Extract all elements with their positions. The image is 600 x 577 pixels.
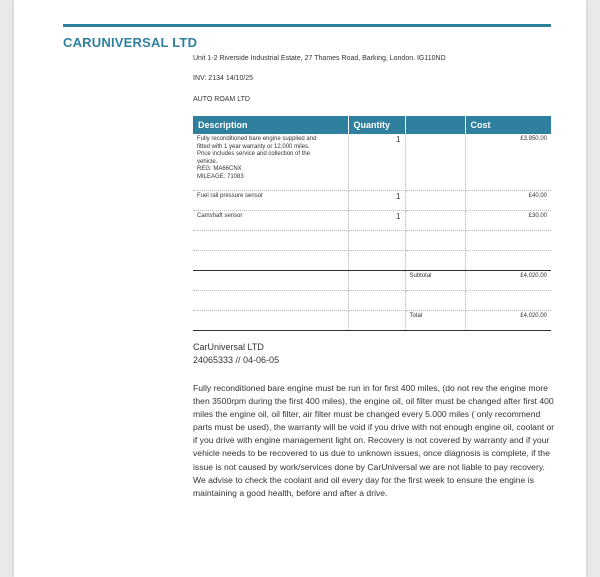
item-description: [193, 211, 348, 231]
advice-paragraph: We advise to check the coolant and oil every day for the first week to ensure the engine is maintaining a good health, before and after a drive.: [193, 474, 534, 498]
total-label: Total: [405, 311, 465, 331]
header-rule: [63, 24, 551, 27]
item-blank: [405, 191, 465, 211]
invoice-page: [14, 0, 586, 577]
header-blank: [405, 116, 465, 134]
terms-notes: [193, 382, 559, 500]
header-cost: Cost: [465, 116, 551, 134]
item-quantity: 1: [348, 211, 405, 231]
item-description: [193, 191, 348, 211]
subtotal-row: [193, 271, 551, 291]
item-cost: £40.00: [465, 191, 551, 211]
desc-line: Fuel rail pressure sensor: [197, 193, 264, 199]
empty-row: [193, 231, 551, 251]
table-row: [193, 211, 551, 231]
invoice-table: [193, 116, 551, 331]
customer-name: AUTO ROAM LTD: [193, 96, 250, 103]
item-blank: [405, 211, 465, 231]
header-quantity: Quantity: [348, 116, 405, 134]
desc-line: REG: MA66CNX: [197, 166, 242, 172]
subtotal-value: £4,020.00: [465, 271, 551, 291]
footer-registration: 24065333 // 04-06-05: [193, 355, 280, 365]
desc-line: vehicle.: [197, 158, 218, 165]
company-name: CARUNIVERSAL LTD: [63, 35, 198, 50]
total-row: [193, 311, 551, 331]
subtotal-label: Subtotal: [405, 271, 465, 291]
desc-line: fitted with 1 year warranty or 12,000 miles.: [197, 143, 310, 150]
item-cost: £30.00: [465, 211, 551, 231]
footer-company: CarUniversal LTD: [193, 342, 264, 352]
company-address: Unit 1-2 Riverside Industrial Estate, 27 Thames Road, Barking, London. IG110ND: [193, 55, 446, 62]
item-blank: [405, 134, 465, 191]
item-cost: £3,950.00: [465, 134, 551, 191]
invoice-ref: INV: 2134 14/10/25: [193, 75, 254, 82]
empty-row: [193, 251, 551, 271]
table-row: [193, 191, 551, 211]
desc-line: MILEAGE: 71083: [197, 173, 244, 180]
item-quantity: 1: [348, 134, 405, 191]
header-description: Description: [193, 116, 348, 134]
desc-line: Camshaft sensor: [197, 213, 243, 219]
terms-paragraph: Fully reconditioned bare engine must be run in for first 400 miles, (do not rev the engine more then 3500rpm during the first 400 miles), the engine oil, oil filter must be changed after first 400 miles the engine oil, oil filter, air filter must be changed every 5.000 miles ( only recommend parts must be used), the warranty will be void if you drive with not enough engine oil, coolant or if you drive with engine management light on. Recovery is not covered by warranty and if your vehicle needs to be recovered to us due to unknown issues, once diagnosis is complete, if the issue is not caused by work/services done by CarUniversal we are not liable to pay recovery.: [193, 383, 555, 472]
item-quantity: 1: [348, 191, 405, 211]
total-value: £4,020.00: [465, 311, 551, 331]
table-row: [193, 134, 551, 191]
table-header-row: [193, 116, 551, 134]
desc-line: Price includes service and collection of the: [197, 151, 311, 157]
empty-row: [193, 291, 551, 311]
item-description: [193, 134, 348, 191]
desc-line: Fully reconditioned bare engine supplied and: [197, 136, 317, 142]
